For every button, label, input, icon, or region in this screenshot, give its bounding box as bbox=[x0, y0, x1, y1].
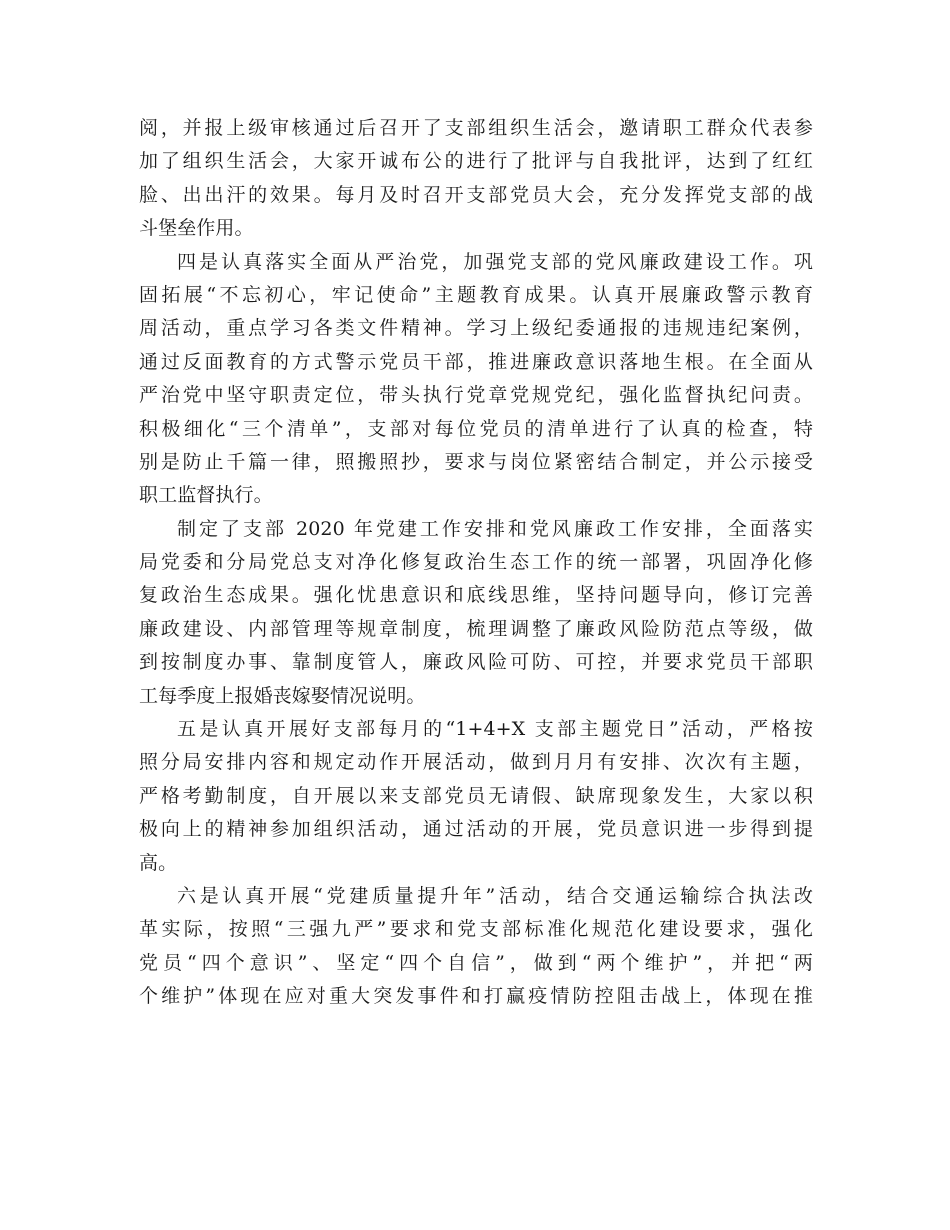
text-line: 极向上的精神参加组织活动，通过活动的开展，党员意识进一步得到提 bbox=[139, 818, 813, 841]
paragraph-4 bbox=[139, 713, 813, 880]
text-line: 脸、出出汗的效果。每月及时召开支部党员大会，充分发挥党支部的战 bbox=[139, 183, 813, 206]
text-line: 个维护”体现在应对重大突发事件和打赢疫情防控阻击战上，体现在推 bbox=[139, 985, 813, 1008]
text-line: 别是防止千篇一律，照搬照抄，要求与岗位紧密结合制定，并公示接受 bbox=[139, 450, 813, 473]
text-line: 通过反面教育的方式警示党员干部，推进廉政意识落地生根。在全面从 bbox=[139, 350, 813, 373]
text-line: 到按制度办事、靠制度管人，廉政风险可防、可控，并要求党员干部职 bbox=[139, 651, 813, 674]
text-line: 加了组织生活会，大家开诚布公的进行了批评与自我批评，达到了红红 bbox=[139, 150, 813, 173]
text-line: 斗堡垒作用。 bbox=[139, 217, 254, 240]
text-line: 五是认真开展好支部每月的“1+4+X 支部主题党日”活动，严格按 bbox=[177, 718, 813, 741]
document-body bbox=[139, 112, 813, 1014]
text-line: 局党委和分局党总支对净化修复政治生态工作的统一部署，巩固净化修 bbox=[139, 551, 813, 574]
text-line: 六是认真开展“党建质量提升年”活动，结合交通运输综合执法改 bbox=[177, 884, 813, 907]
paragraph-1 bbox=[139, 112, 813, 246]
text-line: 高。 bbox=[139, 851, 178, 874]
text-line: 革实际，按照“三强九严”要求和党支部标准化规范化建设要求，强化 bbox=[139, 918, 813, 941]
text-line: 职工监督执行。 bbox=[139, 484, 273, 507]
text-line: 廉政建设、内部管理等规章制度，梳理调整了廉政风险防范点等级，做 bbox=[139, 617, 813, 640]
text-line: 严治党中坚守职责定位，带头执行党章党规党纪，强化监督执纪问责。 bbox=[139, 384, 813, 407]
text-line: 四是认真落实全面从严治党，加强党支部的党风廉政建设工作。巩 bbox=[177, 250, 813, 273]
text-line: 制定了支部 2020 年党建工作安排和党风廉政工作安排，全面落实 bbox=[177, 517, 813, 540]
text-line: 复政治生态成果。强化忧患意识和底线思维，坚持问题导向，修订完善 bbox=[139, 584, 813, 607]
text-line: 积极细化“三个清单”，支部对每位党员的清单进行了认真的检查，特 bbox=[139, 417, 813, 440]
text-line: 党员“四个意识”、坚定“四个自信”，做到“两个维护”，并把“两 bbox=[139, 951, 813, 974]
text-line: 固拓展“不忘初心，牢记使命”主题教育成果。认真开展廉政警示教育 bbox=[139, 283, 813, 306]
text-line: 照分局安排内容和规定动作开展活动，做到月月有安排、次次有主题， bbox=[139, 751, 813, 774]
paragraph-3 bbox=[139, 513, 813, 713]
paragraph-5 bbox=[139, 880, 813, 1014]
paragraph-2 bbox=[139, 246, 813, 513]
text-line: 周活动，重点学习各类文件精神。学习上级纪委通报的违规违纪案例， bbox=[139, 317, 813, 340]
text-line: 严格考勤制度，自开展以来支部党员无请假、缺席现象发生，大家以积 bbox=[139, 784, 813, 807]
text-line: 阅，并报上级审核通过后召开了支部组织生活会，邀请职工群众代表参 bbox=[139, 117, 813, 139]
text-line: 工每季度上报婚丧嫁娶情况说明。 bbox=[139, 684, 426, 707]
